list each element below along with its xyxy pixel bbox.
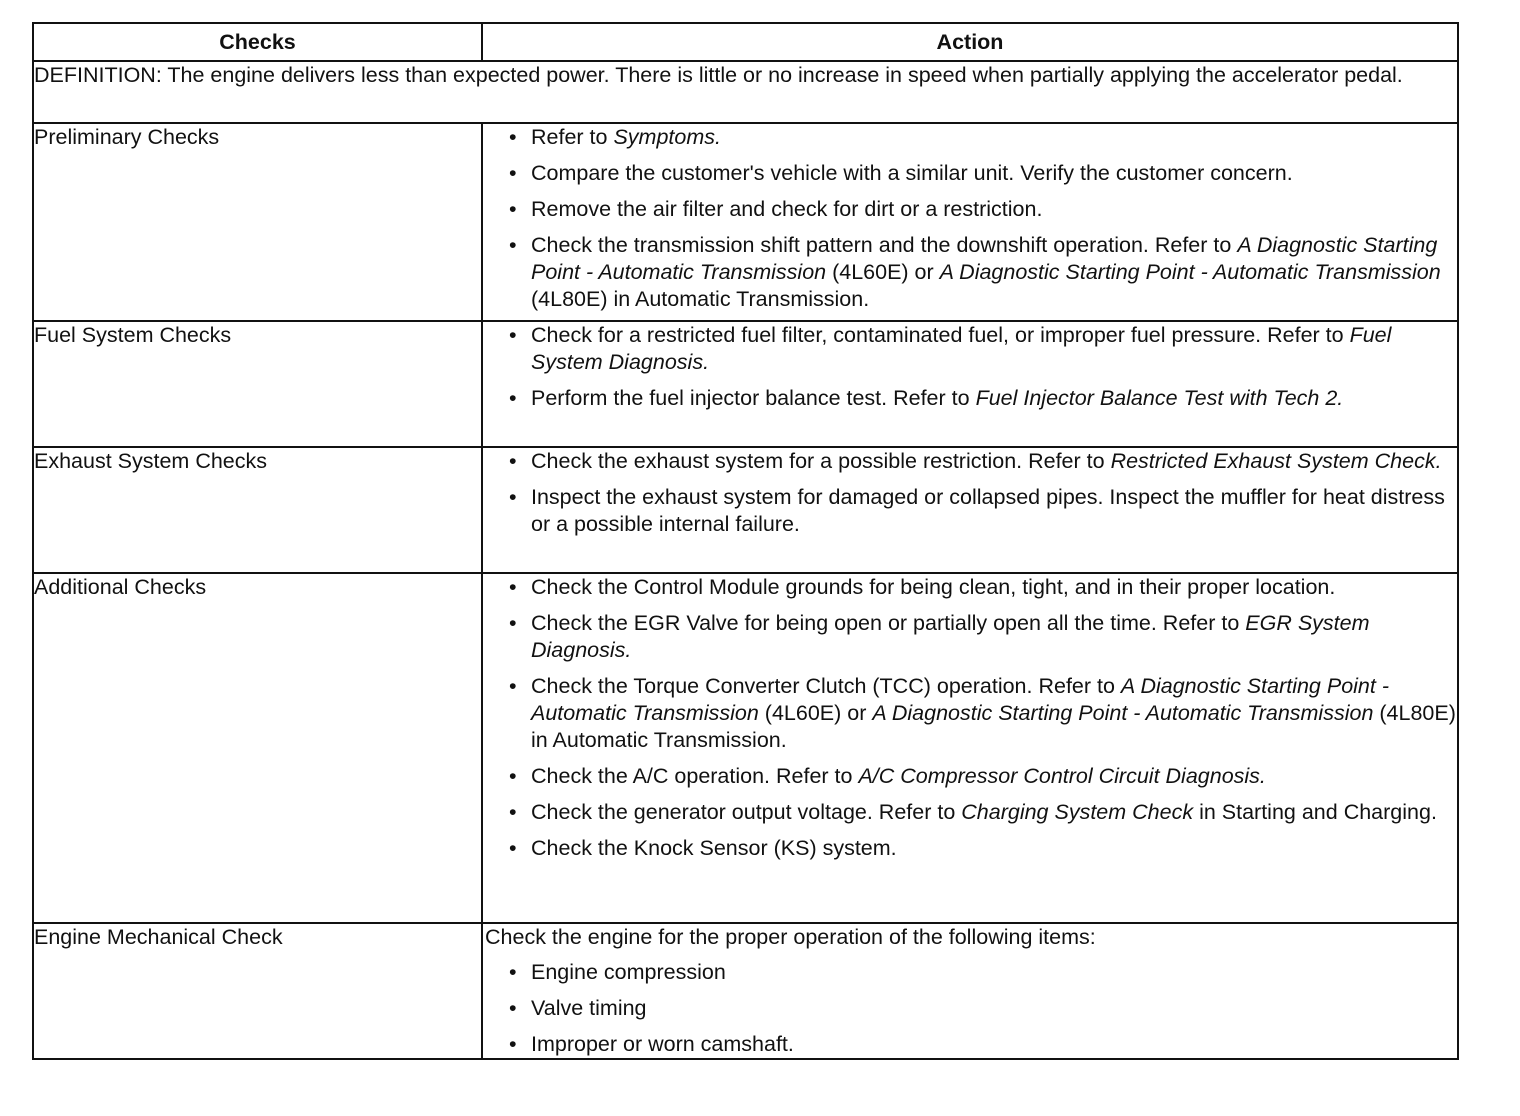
item-text: Check the exhaust system for a possible restriction. Refer to [531,449,1111,473]
check-name: Exhaust System Checks [33,447,482,573]
bullet-icon: • [509,800,517,824]
bullet-icon: • [509,485,517,509]
bullet-icon: • [509,836,517,860]
bullet-icon: • [509,674,517,698]
item-text: in Starting and Charging. [1193,800,1437,824]
item-text: Perform the fuel injector balance test. Refer to [531,386,976,410]
bullet-icon: • [509,386,517,410]
action-cell [482,923,1458,1059]
item-text: Check the Control Module grounds for being clean, tight, and in their proper location. [531,575,1336,599]
reference-text: Fuel System Diagnosis. [531,323,1392,374]
list-item [509,385,1457,412]
action-cell [482,573,1458,923]
bullet-icon: • [509,197,517,221]
check-name: Preliminary Checks [33,123,482,321]
bullet-icon: • [509,449,517,473]
table-row [33,447,1458,573]
bullet-icon: • [509,1032,517,1056]
item-text: Check the generator output voltage. Refer to [531,800,962,824]
definition-row [33,61,1458,123]
item-text: Remove the air filter and check for dirt or a restriction. [531,197,1043,221]
item-text: Check the transmission shift pattern and the downshift operation. Refer to [531,233,1238,257]
check-name: Additional Checks [33,573,482,923]
list-item [509,995,1457,1022]
list-item [509,196,1457,223]
action-cell [482,123,1458,321]
list-item [509,673,1457,754]
bullet-icon: • [509,764,517,788]
list-item [509,763,1457,790]
action-list [483,124,1457,313]
item-text: (4L60E) or [826,260,940,284]
diagnostic-table [32,22,1459,1060]
list-item [509,799,1457,826]
bullet-icon: • [509,161,517,185]
item-text: Improper or worn camshaft. [531,1032,794,1056]
definition-text: DEFINITION: The engine delivers less than expected power. There is little or no increase in speed when partially applying the accelerator pedal. [33,61,1458,123]
table-row [33,923,1458,1059]
bullet-icon: • [509,575,517,599]
reference-text: Charging System Check [961,800,1194,824]
bullet-icon: • [509,611,517,635]
bullet-icon: • [509,125,517,149]
list-item [509,232,1457,313]
bullet-icon: • [509,233,517,257]
reference-text: Fuel Injector Balance Test with Tech 2. [975,386,1344,410]
bullet-icon: • [509,323,517,347]
reference-text: A Diagnostic Starting Point - Automatic Transmission [872,701,1374,725]
item-text: Check the Knock Sensor (KS) system. [531,836,897,860]
action-intro: Check the engine for the proper operation of the following items: [485,925,1096,949]
list-item [509,160,1457,187]
list-item [509,610,1457,664]
list-item [509,835,1457,862]
item-text: Check for a restricted fuel filter, contaminated fuel, or improper fuel pressure. Refer to [531,323,1350,347]
list-item [509,448,1457,475]
item-text: Check the A/C operation. Refer to [531,764,859,788]
action-list [483,574,1457,862]
item-text: Refer to [531,125,614,149]
table-row [33,321,1458,447]
list-item [509,322,1457,376]
reference-text: A/C Compressor Control Circuit Diagnosis. [858,764,1266,788]
list-item [509,124,1457,151]
action-list [483,448,1457,538]
item-text: Inspect the exhaust system for damaged or collapsed pipes. Inspect the muffler for heat distress or a possible internal failure. [531,485,1445,536]
header-checks: Checks [33,23,482,61]
list-item [509,484,1457,538]
bullet-icon: • [509,996,517,1020]
reference-text: A Diagnostic Starting Point - Automatic Transmission [531,233,1438,284]
header-action: Action [482,23,1458,61]
reference-text: Symptoms. [613,125,721,149]
item-text: (4L60E) or [758,701,873,725]
table-row [33,123,1458,321]
item-text: Check the Torque Converter Clutch (TCC) operation. Refer to [531,674,1121,698]
header-row [33,23,1458,61]
item-text: Valve timing [531,996,647,1020]
item-text: (4L80E) in Automatic Transmission. [531,287,870,311]
reference-text: EGR System Diagnosis. [531,611,1370,662]
bullet-icon: • [509,960,517,984]
item-text: Check the EGR Valve for being open or partially open all the time. Refer to [531,611,1246,635]
item-text: Engine compression [531,960,726,984]
check-name: Fuel System Checks [33,321,482,447]
action-cell [482,321,1458,447]
reference-text: Restricted Exhaust System Check. [1110,449,1442,473]
item-text: Compare the customer's vehicle with a similar unit. Verify the customer concern. [531,161,1293,185]
action-list [483,322,1457,412]
check-name: Engine Mechanical Check [33,923,482,1059]
list-item [509,574,1457,601]
action-list [483,959,1457,1058]
item-text: (4L80E) in Automatic Transmission. [531,701,1456,752]
table-row [33,573,1458,923]
action-cell [482,447,1458,573]
list-item [509,1031,1457,1058]
list-item [509,959,1457,986]
reference-text: A Diagnostic Starting Point - Automatic Transmission [531,674,1389,725]
reference-text: A Diagnostic Starting Point - Automatic Transmission [939,260,1441,284]
